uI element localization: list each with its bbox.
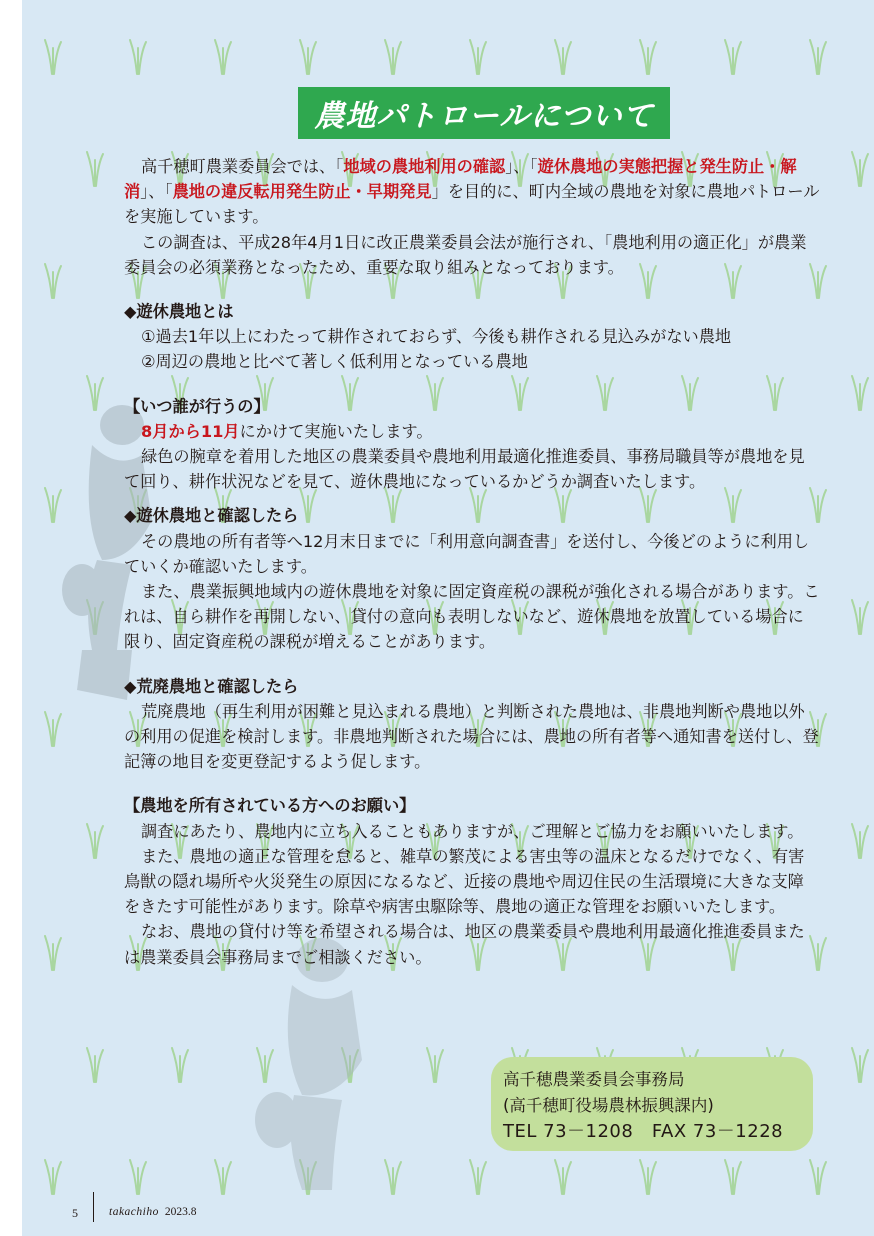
idle-definition-item-2: ②周辺の農地と比べて著しく低利用となっている農地 — [141, 352, 528, 372]
page-number: 5 — [72, 1206, 78, 1220]
section-heading-confirmed-idle: ◆遊休農地と確認したら — [124, 506, 299, 526]
intro-text: 」、「 — [140, 182, 173, 202]
contact-phone-fax: TEL 73－1208 FAX 73－1228 — [503, 1121, 784, 1142]
intro-text: 」、「 — [505, 157, 538, 176]
idle-definition-item-1: ①過去1年以上にわたって耕作されておらず、今後も耕作される見込みがない農地 — [141, 327, 732, 347]
section-heading-confirmed-abandoned: ◆荒廃農地と確認したら — [124, 676, 299, 696]
confirmed-idle-paragraph-2: また、農業振興地域内の遊休農地を対象に固定資産税の課税が強化される場合があります。これは、自ら耕作を再開しない、貸付の意向も表明しないなど、遊休農地を放置している場合に限り、固定資産税の課税が増えることがあります。 — [124, 582, 820, 652]
intro-text: 高千穂町農業委員会では、「 — [141, 157, 344, 176]
period-highlight: 8月から11月 — [141, 421, 240, 441]
footer-divider — [93, 1192, 94, 1222]
section-heading-when-who: 【いつ誰が行うの】 — [124, 396, 270, 416]
contact-office: 高千穂農業委員会事務局 — [503, 1070, 685, 1089]
confirmed-abandoned-paragraph: 荒廃農地（再生利用が困難と見込まれる農地）と判断された農地は、非農地判断や農地以外の利用の促進を検討します。非農地判断された場合には、農地の所有者等へ通知書を送付し、登記簿の地目を変更登記するよう促します。 — [124, 701, 819, 772]
confirmed-idle-paragraph-1: その農地の所有者等へ12月末日までに「利用意向調査書」を送付し、今後どのように利用していくか確認いたします。 — [124, 531, 810, 576]
section-heading-request: 【農地を所有されている方へのお願い】 — [124, 796, 416, 816]
highlight-text: 地域の農地利用の確認 — [343, 157, 506, 176]
page-title: 農地パトロールについて — [314, 99, 654, 134]
period-text: にかけて実施いたします。 — [239, 421, 433, 441]
period-paragraph — [124, 419, 820, 444]
request-paragraph-2: また、農地の適正な管理を怠ると、雑草の繁茂による害虫等の温床となるだけでなく、有害鳥獣の隠れ場所や火災発生の原因になるなど、近接の農地や周辺住民の生活環境に大きな支障をきたす可能性があります。除草や病害虫駆除等、農地の適正な管理をお願いいたします。 — [124, 846, 805, 917]
contact-info-box — [491, 1057, 813, 1151]
highlight-text: 遊休農地の実態把握と発生防止・解消 — [124, 157, 797, 202]
publication-name: takachiho — [109, 1206, 159, 1218]
request-paragraph-1: 調査にあたり、農地内に立ち入ることもありますが、ご理解とご協力をお願いいたします。 — [141, 821, 804, 841]
section-heading-idle-farmland: ◆遊休農地とは — [124, 302, 234, 322]
publication-issue: 2023.8 — [164, 1206, 197, 1218]
highlight-text: 農地の違反転用発生防止・早期発見 — [172, 182, 432, 202]
article-body — [124, 154, 820, 970]
when-who-paragraph: 緑色の腕章を着用した地区の農業委員や農地利用最適化推進委員、事務局職員等が農地を見て回り、耕作状況などを見て、遊休農地になっているかどうか調査いたします。 — [124, 447, 805, 492]
intro-paragraph-1 — [124, 154, 820, 230]
title-banner — [298, 87, 670, 139]
request-paragraph-3: なお、農地の貸付け等を希望される場合は、地区の農業委員や農地利用最適化推進委員または農業委員会事務局までご相談ください。 — [124, 922, 805, 967]
intro-text: 」を目的に、町内全域の農地を対象に農地パトロールを実施しています。 — [124, 182, 820, 227]
intro-paragraph-2: この調査は、平成28年4月1日に改正農業委員会法が施行され、「農地利用の適正化」が農業委員会の必須業務となったため、重要な取り組みとなっております。 — [124, 232, 807, 277]
contact-department: (高千穂町役場農林振興課内) — [503, 1096, 714, 1115]
footer-publication — [109, 1206, 196, 1218]
